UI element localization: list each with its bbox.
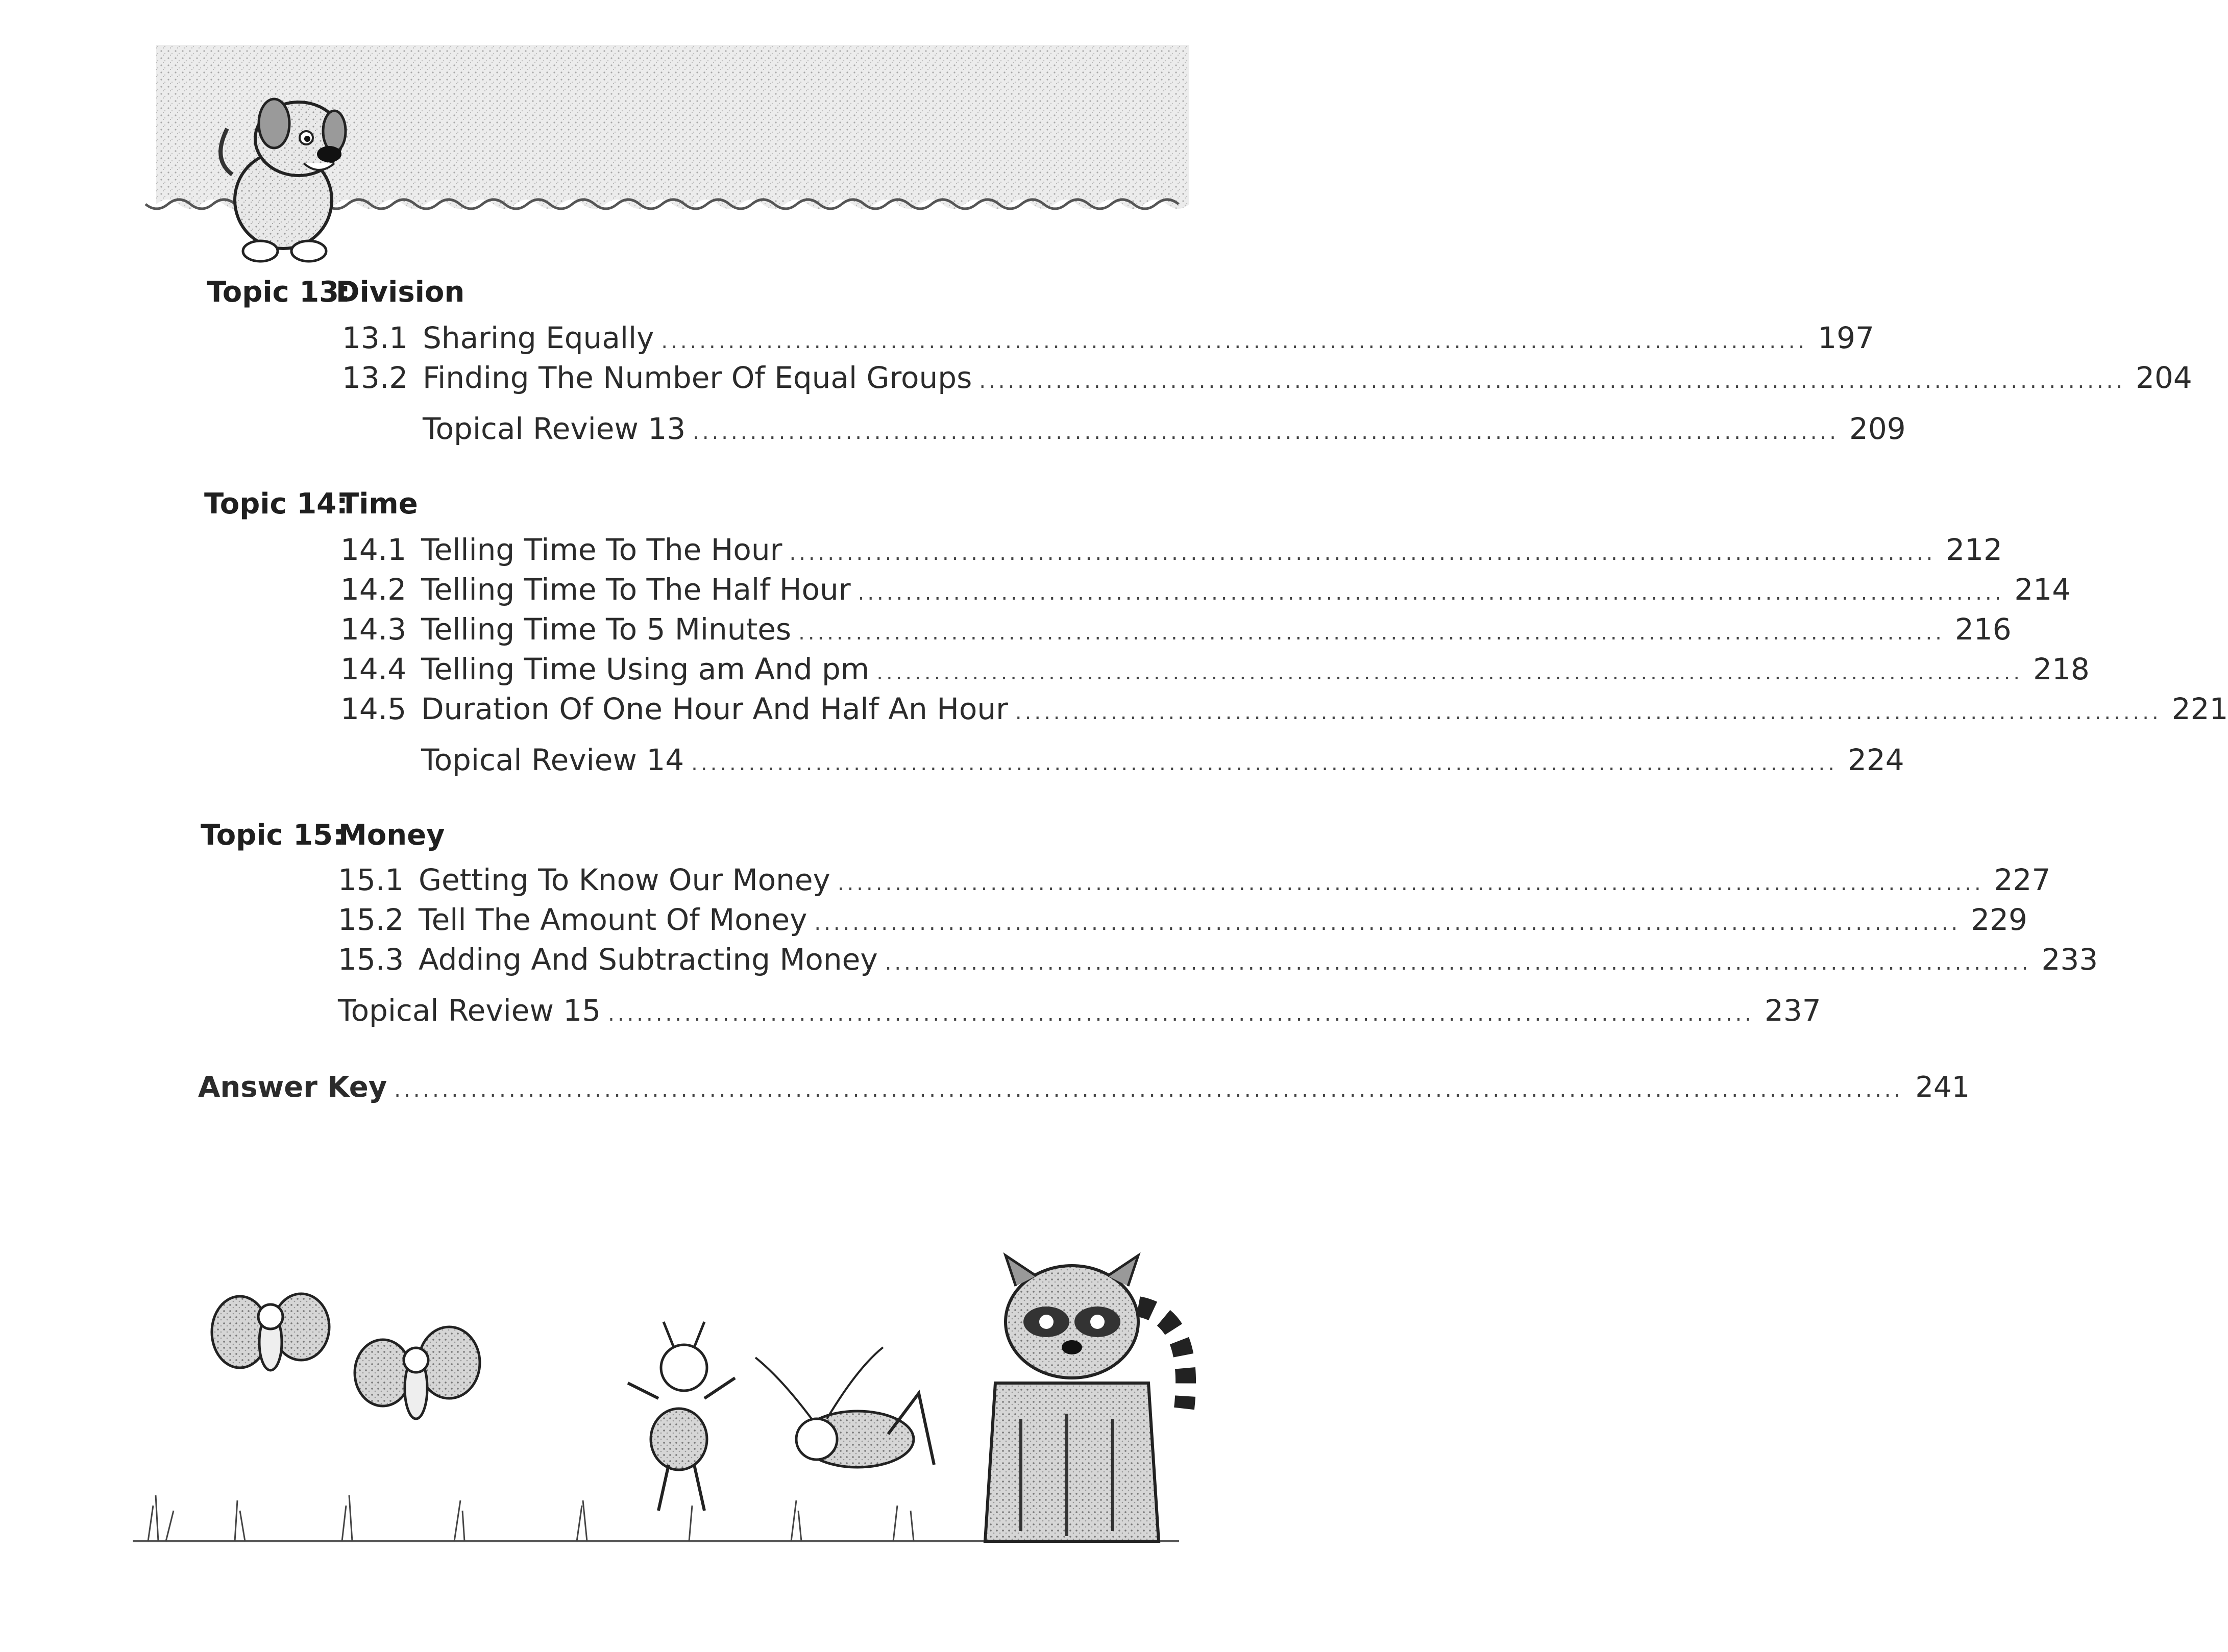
answer-key-title: Answer Key — [198, 1071, 387, 1104]
review-title: Topical Review 14 — [421, 743, 684, 777]
raccoon-icon — [985, 1255, 1186, 1541]
dot-leader: ........................................................................................................................ — [876, 661, 2023, 684]
entry-number: 14.1 — [340, 532, 407, 567]
grass-icon — [148, 1495, 914, 1541]
entry-title: Telling Time To The Hour — [421, 532, 782, 567]
dot-leader: ........................................................................................................................ — [814, 911, 1961, 935]
toc-entry[interactable] — [340, 612, 2012, 651]
topic-label: Topic 15: — [201, 819, 345, 852]
toc-entry[interactable] — [340, 532, 2002, 571]
entry-title: Sharing Equally — [423, 320, 654, 355]
dot-leader: ........................................................................................................................ — [885, 951, 2031, 975]
entry-number: 15.3 — [338, 942, 404, 977]
entry-number: 13.2 — [342, 360, 408, 395]
review-page: 224 — [1847, 743, 1904, 777]
toc-entry[interactable] — [340, 652, 2090, 691]
entry-page: 229 — [1971, 902, 2027, 937]
entry-number: 15.1 — [338, 862, 404, 897]
dot-leader: ........................................................................................................................ — [798, 621, 1945, 645]
entry-title: Getting To Know Our Money — [419, 862, 830, 897]
butterfly-icon — [355, 1327, 480, 1419]
toc-entry[interactable] — [342, 320, 1874, 359]
toc-entry[interactable] — [338, 942, 2098, 981]
answer-key-page: 241 — [1915, 1071, 1970, 1104]
dot-leader: ........................................................................................................................ — [661, 330, 1808, 353]
review-title: Topical Review 13 — [423, 411, 686, 446]
toc-review-entry[interactable] — [423, 411, 1906, 450]
entry-page: 227 — [1994, 862, 2051, 897]
entry-number: 13.1 — [342, 320, 408, 355]
dot-leader: ........................................................................................................................ — [693, 421, 1839, 444]
entry-title: Adding And Subtracting Money — [419, 942, 878, 977]
entry-title: Telling Time To 5 Minutes — [421, 612, 792, 647]
toc-entry[interactable] — [340, 692, 2228, 730]
dot-leader: ........................................................................................................................ — [608, 1002, 1754, 1026]
dot-leader: ........................................................................................................................ — [691, 752, 1838, 775]
entry-page: 214 — [2014, 572, 2071, 607]
dot-leader: ........................................................................................................................ — [979, 369, 2126, 393]
entry-page: 197 — [1818, 320, 1874, 355]
entry-title: Telling Time To The Half Hour — [421, 572, 851, 607]
review-page: 209 — [1849, 411, 1906, 446]
entry-page: 233 — [2041, 942, 2098, 977]
entry-title: Finding The Number Of Equal Groups — [423, 360, 972, 395]
topic-name: Time — [339, 487, 418, 521]
entry-page: 221 — [2171, 692, 2228, 726]
topic-name: Division — [336, 276, 465, 309]
topic-heading — [207, 276, 465, 309]
entry-page: 218 — [2033, 652, 2090, 686]
dot-leader: ........................................................................................................................ — [789, 541, 1936, 565]
review-page: 237 — [1764, 993, 1821, 1028]
entry-title: Duration Of One Hour And Half An Hour — [421, 692, 1008, 726]
dot-leader: ........................................................................................................................ — [858, 581, 2004, 605]
entry-number: 14.2 — [340, 572, 407, 607]
butterfly-icon — [212, 1294, 329, 1370]
toc-entry[interactable] — [338, 902, 2027, 941]
topic-name: Money — [338, 819, 445, 852]
topic-heading — [201, 819, 445, 852]
toc-entry[interactable] — [342, 360, 2192, 399]
entry-number: 14.5 — [340, 692, 407, 726]
entry-title: Telling Time Using am And pm — [421, 652, 870, 686]
entry-number: 14.4 — [340, 652, 407, 686]
grasshopper-icon — [755, 1347, 934, 1467]
topic-heading — [204, 487, 418, 521]
entry-title: Tell The Amount Of Money — [419, 902, 807, 937]
toc-answer-key[interactable] — [198, 1071, 1970, 1109]
footer-illustration — [128, 1266, 1189, 1557]
entry-page: 204 — [2136, 360, 2192, 395]
ant-icon — [628, 1322, 735, 1511]
entry-page: 212 — [1946, 532, 2002, 567]
dot-leader: .............................................................................................................................................................. — [394, 1078, 1904, 1102]
topic-label: Topic 14: — [204, 487, 348, 521]
entry-number: 14.3 — [340, 612, 407, 647]
toc-entry[interactable] — [338, 862, 2051, 901]
toc-review-entry[interactable] — [338, 993, 1821, 1032]
topic-label: Topic 13: — [207, 276, 351, 309]
review-title: Topical Review 15 — [338, 993, 601, 1028]
toc-review-entry[interactable] — [421, 743, 1904, 781]
dot-leader: ........................................................................................................................ — [1015, 701, 2162, 724]
toc-entry[interactable] — [340, 572, 2071, 611]
entry-number: 15.2 — [338, 902, 404, 937]
entry-page: 216 — [1954, 612, 2012, 647]
dot-leader: ........................................................................................................................ — [837, 872, 1984, 895]
